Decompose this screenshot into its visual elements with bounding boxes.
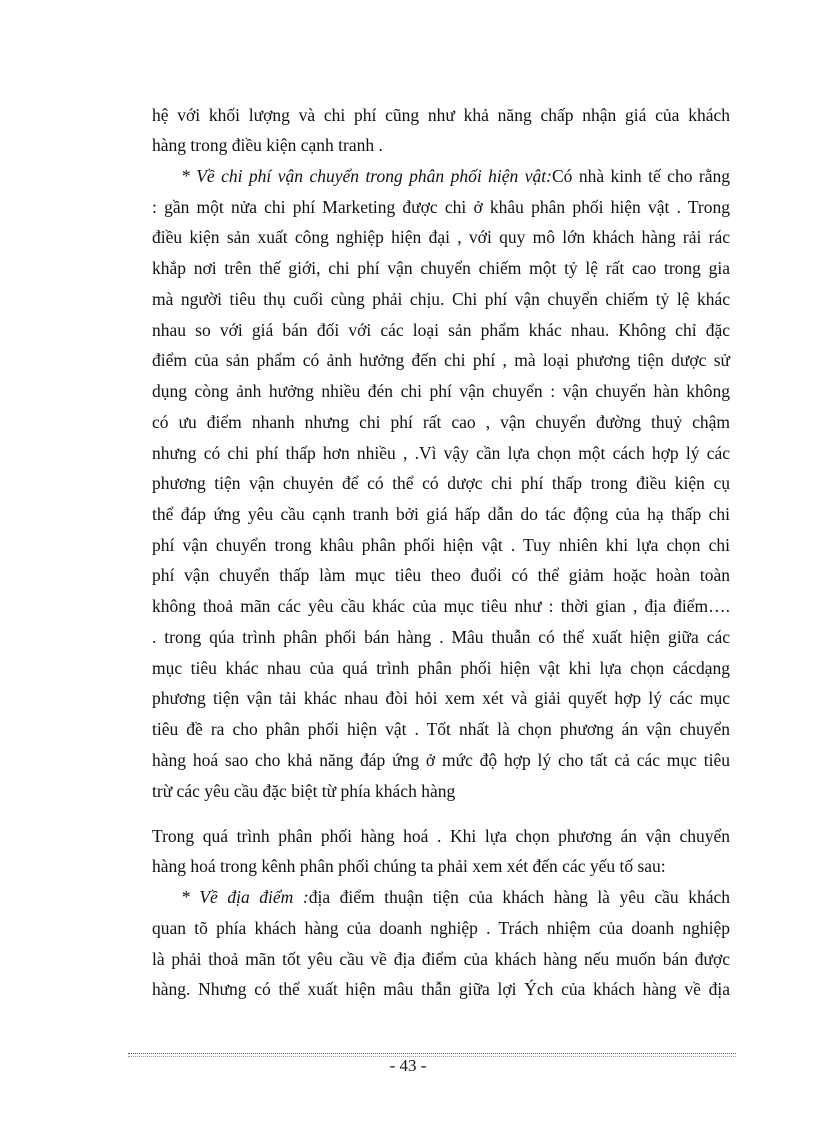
body-line-2: hàng trong điều kiện cạnh tranh . (152, 135, 383, 155)
footer-divider (128, 1053, 736, 1054)
body-line-20: phương tiện vận tải khác nhau đòi hỏi xem xét và giải quyết hợp lý các mục (152, 688, 730, 708)
body-line-25: hàng hoá trong kênh phân phối chúng ta phải xem xét đến các yếu tố sau: (152, 856, 666, 876)
page-number: - 43 - (389, 1056, 427, 1075)
body-line-29: hàng. Nhưng có thể xuất hiện mâu thẫn giữa lợi Ých của khách hàng về địa (152, 979, 730, 999)
body-line-11: có ưu điểm nhanh nhưng chi phí rất cao , vận chuyển đường thuỷ chậm (152, 412, 730, 432)
body-line-28: là phải thoả mãn tốt yêu cầu về địa điểm của khách hàng nếu muốn bán được (152, 949, 730, 969)
body-line-1: hệ với khối lượng và chi phí cũng như khả năng chấp nhận giá của khách (152, 105, 730, 125)
body-line-15: phí vận chuyển trong khâu phân phối hiện vật . Tuy nhiên khi lựa chọn chi (152, 535, 730, 555)
body-line-7: mà người tiêu thụ cuối cùng phải chịu. Chi phí vận chuyển chiếm tỷ lệ khác (152, 289, 730, 309)
body-line-10: dụng còng ảnh hưởng nhiều đén chi phí vận chuyển : vận chuyển hàn không (152, 381, 730, 401)
body-line-4: : gần một nửa chi phí Marketing được chi ở khâu phân phối hiện vật . Trong (152, 197, 730, 217)
body-line-12: nhưng có chi phí thấp hơn nhiều , .Vì vậy cần lựa chọn một cách hợp lý các (152, 443, 730, 463)
body-line-24: Trong quá trình phân phối hàng hoá . Khi lựa chọn phương án vận chuyển (152, 826, 730, 846)
body-line-5: điều kiện sản xuất công nghiệp hiện đại , với quy mô lớn khách hàng rải rác (152, 227, 730, 247)
body-line-22: hàng hoá sao cho khả năng đáp ứng ở mức độ hợp lý cho tất cả các mục tiêu (152, 750, 730, 770)
body-line-27: quan tõ phía khách hàng của doanh nghiệp . Trách nhiệm của doanh nghiệp (152, 918, 730, 938)
body-line-17: không thoả mãn các yêu cầu khác của mục tiêu như : thời gian , địa điểm…. (152, 596, 730, 616)
body-line-26: * Về địa điểm :địa điểm thuận tiện của khách hàng là yêu cầu khách (181, 887, 730, 907)
body-line-19: mục tiêu khác nhau của quá trình phân phối hiện vật khi lựa chọn cácdạng (152, 658, 730, 678)
body-line-13: phương tiện vận chuyẻn để có thể có dược chi phí thấp trong điều kiện cụ (152, 473, 730, 493)
body-line-6: khắp nơi trên thế giới, chi phí vận chuyển chiếm một tỷ lệ rất cao trong gia (152, 258, 730, 278)
body-line-8: nhau so với giá bán đối với các loại sản phẩm khác nhau. Không chỉ đặc (152, 320, 730, 340)
body-line-18: . trong qúa trình phân phối bán hàng . Mâu thuẫn có thể xuất hiện giữa các (152, 627, 730, 647)
body-line-3: * Về chi phí vận chuyển trong phân phối hiện vật:Có nhà kinh tế cho rằng (181, 166, 730, 186)
italic-heading-transport-cost: * Về chi phí vận chuyển trong phân phối hiện vật: (181, 166, 552, 186)
body-line-14: thể đáp ứng yêu cầu cạnh tranh bởi giá hấp dẫn do tác động của hạ thấp chi (152, 504, 730, 524)
italic-heading-location: * Về địa điểm : (181, 887, 309, 907)
body-line-21: tiêu đề ra cho phân phối hiện vật . Tốt nhất là chọn phương án vận chuyển (152, 719, 730, 739)
body-line-23: trừ các yêu cầu đặc biệt từ phía khách hàng (152, 781, 456, 801)
body-line-9: điểm của sản phẩm có ảnh hưởng đến chi phí , mà loại phương tiện dược sử (152, 350, 730, 370)
body-line-16: phí vận chuyển thấp làm mục tiêu theo đuổi có thể giảm hoặc hoàn toàn (152, 565, 730, 585)
